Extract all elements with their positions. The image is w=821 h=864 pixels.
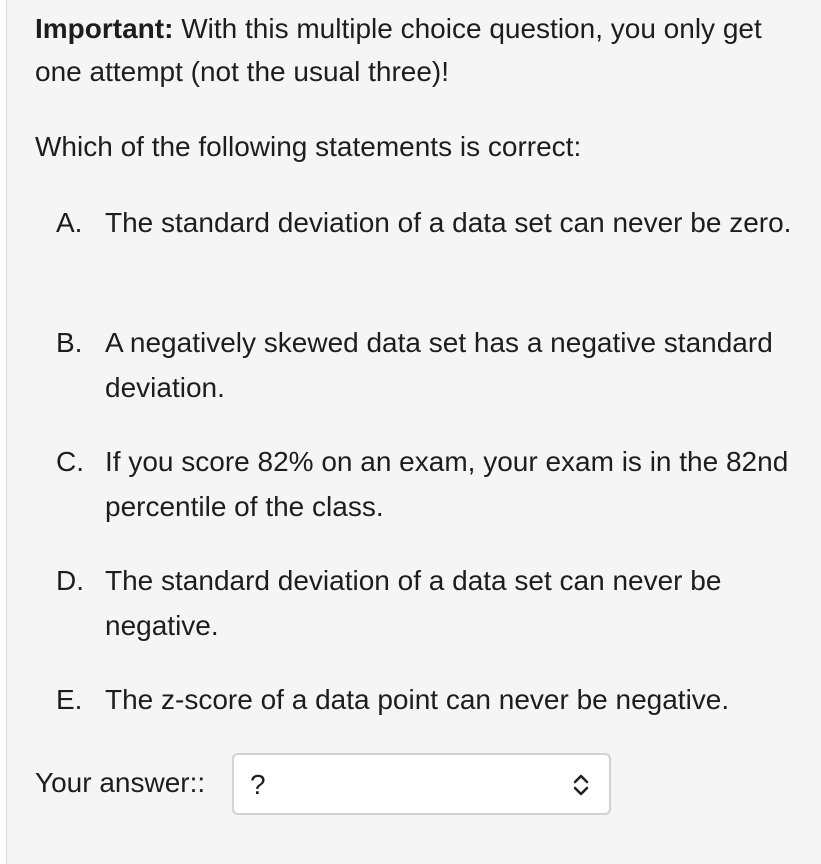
option-letter: C. [56,446,84,477]
option-d [56,558,806,648]
question-text: Which of the following statements is correct: [35,131,582,162]
option-b [56,320,806,410]
option-a [56,200,806,245]
option-text: A negatively skewed data set has a negative standard deviation. [105,327,773,403]
answer-label: Your answer:: [35,767,206,798]
option-letter: A. [56,207,83,238]
option-text: The z-score of a data point can never be negative. [105,684,730,715]
option-text: The standard deviation of a data set can never be zero. [105,207,792,238]
instructions [35,7,810,93]
option-text: The standard deviation of a data set can never be negative. [105,565,722,641]
option-text: If you score 82% on an exam, your exam is in the 82nd percentile of the class. [105,446,789,522]
option-letter: E. [56,684,83,715]
question-panel [6,0,821,864]
option-e [56,677,806,722]
answer-select[interactable] [232,753,611,815]
instructions-text: With this multiple choice question, you only get one attempt (not the usual three)! [35,13,762,87]
option-letter: D. [56,565,84,596]
answer-selected-value: ? [250,769,266,800]
option-letter: B. [56,327,83,358]
important-label: Important: [35,13,174,44]
option-c [56,439,806,529]
chevron-up-down-icon [571,774,591,796]
